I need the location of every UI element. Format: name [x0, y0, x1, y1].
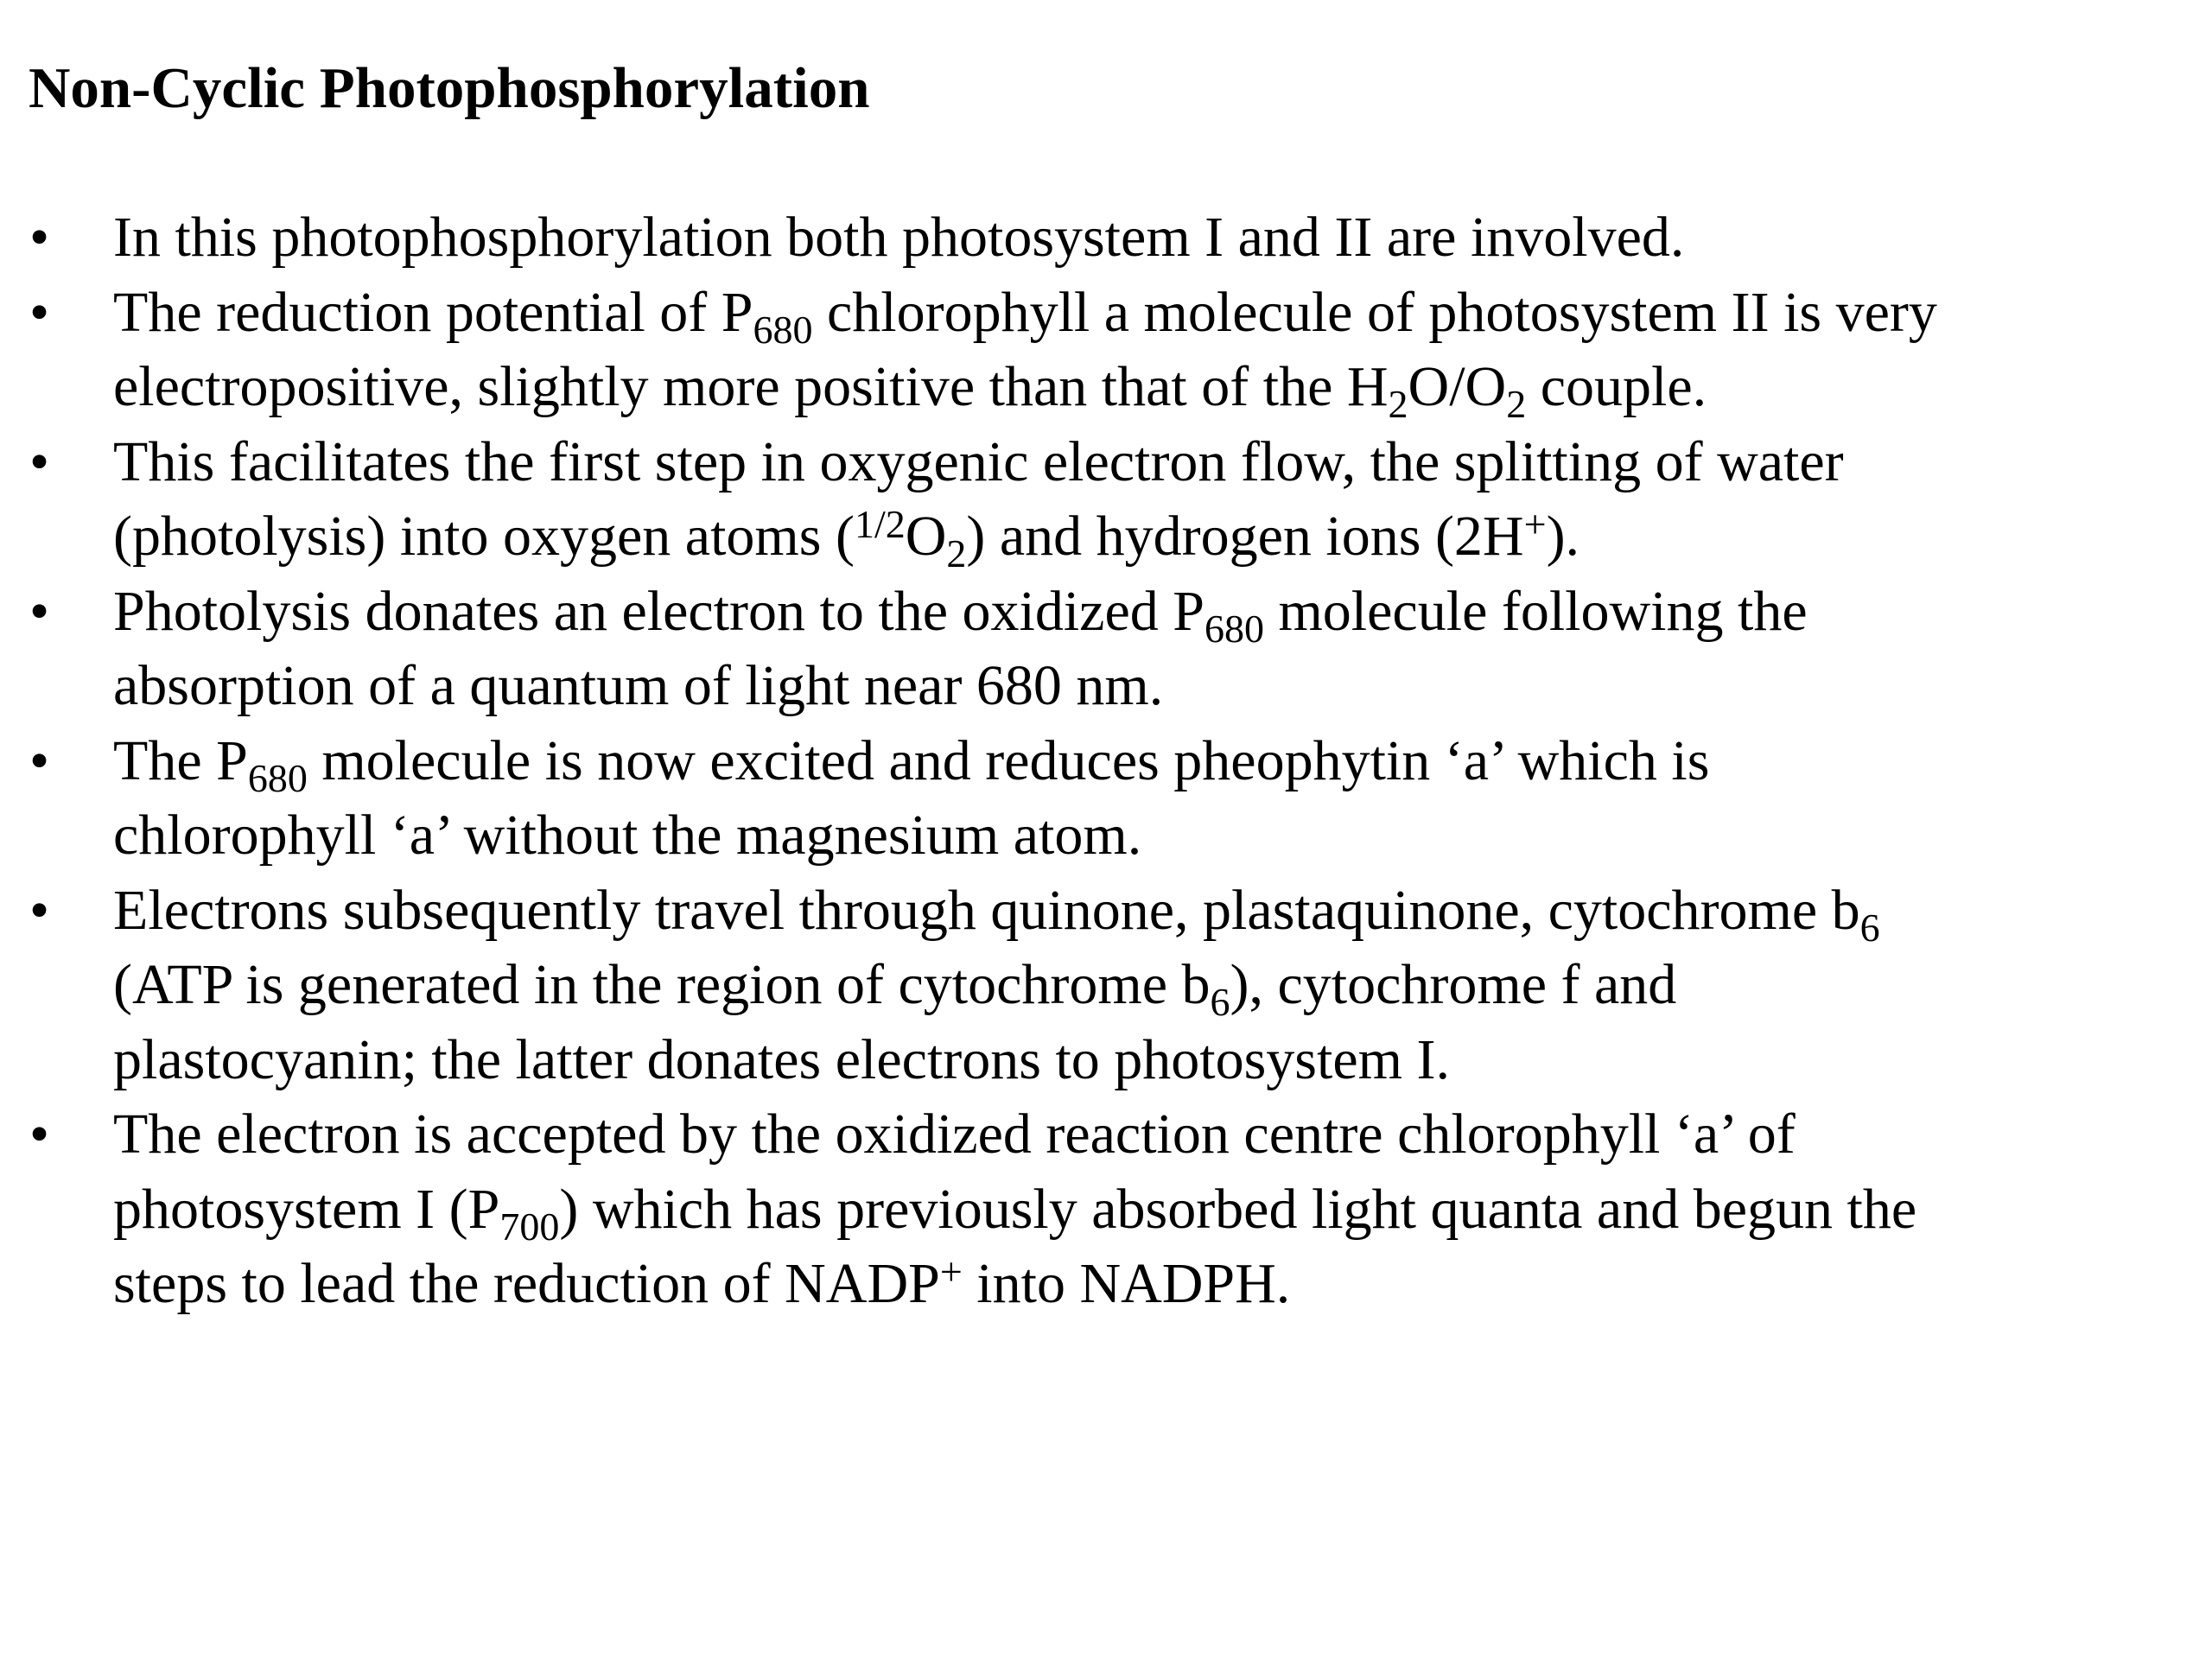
bullet-icon: • [29, 280, 50, 344]
bullet-line: photosystem I $(P_{700})$ which has previously absorbed light quanta and begun the [113, 1177, 1917, 1249]
bullet-line: absorption of a quantum of light near 680 nm. [113, 654, 1164, 717]
bullet-line: In this photophosphorylation both photosystem I and II are involved. [113, 206, 1685, 269]
bullet-icon: • [29, 429, 50, 493]
bullet-line: plastocyanin; the latter donates electrons to photosystem I. [113, 1027, 1450, 1091]
bullet-icon: • [29, 1103, 50, 1166]
bullet-line: steps to lead the reduction of NADP+ into NADPH. [113, 1249, 1291, 1315]
bullet-icon: • [29, 579, 50, 643]
bullet-item [0, 874, 2177, 1098]
bullet-line: chlorophyll ‘a’ without the magnesium atom. [113, 804, 1142, 867]
bullet-item [0, 1097, 2177, 1322]
bullet-item [0, 425, 2177, 575]
bullet-icon: • [29, 728, 50, 792]
bullet-line: electropositive, slightly more positive than that of the $H_2O/O_2$ couple. [113, 355, 1707, 426]
bullet-list [0, 200, 2177, 1322]
bullet-line: The $P_{680}$ molecule is now excited and reduces pheophytin ‘a’ which is [113, 728, 1710, 800]
bullet-item [0, 575, 2177, 724]
page-title: Non-Cyclic Photophosphorylation [29, 56, 870, 120]
bullet-line: (ATP is generated in the region of cytochrome $b_6$), cytochrome f and [113, 953, 1677, 1024]
bullet-icon: • [29, 878, 50, 942]
bullet-line: Photolysis donates an electron to the oxidized $P_{680}$ molecule following the [113, 579, 1808, 651]
bullet-line: (photolysis) into oxygen atoms $(^{1/2}O_2)$ and hydrogen ions (2H+). [113, 502, 1580, 575]
bullet-line: This facilitates the first step in oxygenic electron flow, the splitting of water [113, 429, 1844, 493]
bullet-line: The electron is accepted by the oxidized reaction centre chlorophyll ‘a’ of [113, 1103, 1796, 1166]
bullet-icon: • [29, 206, 50, 269]
bullet-line: The reduction potential of $P_{680}$ chlorophyll a molecule of photosystem II is very [113, 280, 1937, 352]
bullet-item [0, 276, 2177, 425]
bullet-item [0, 200, 2177, 276]
bullet-line: Electrons subsequently travel through quinone, plastaquinone, cytochrome $b_6$ [113, 878, 1880, 950]
bullet-item [0, 724, 2177, 874]
